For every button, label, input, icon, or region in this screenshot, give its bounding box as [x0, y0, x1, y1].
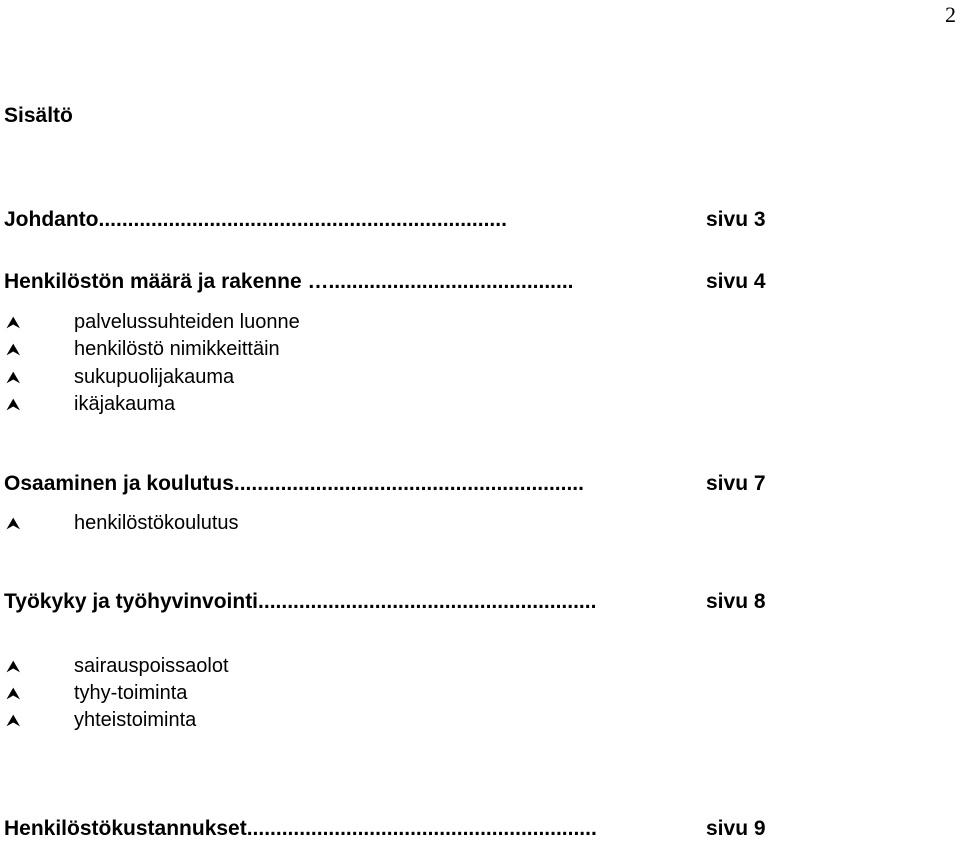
arrowhead-up-icon: ⮝ — [6, 684, 21, 703]
toc-subitem: sukupuolijakauma — [74, 366, 235, 388]
toc-heading-johdanto: Johdanto...................................................................... — [4, 208, 507, 231]
arrowhead-up-icon: ⮝ — [6, 657, 21, 676]
page-title: Sisältö — [4, 104, 73, 127]
arrowhead-up-icon: ⮝ — [6, 514, 21, 533]
toc-heading-henkiloston-maara: Henkilöstön määrä ja rakenne ….......................................... — [4, 270, 574, 293]
toc-subitem: tyhy-toiminta — [74, 682, 188, 704]
toc-subitem: yhteistoiminta — [74, 709, 197, 731]
toc-page-ref: sivu 9 — [706, 817, 766, 840]
toc-subitem: sairauspoissaolot — [74, 655, 229, 677]
toc-subitem: henkilöstö nimikkeittäin — [74, 338, 280, 360]
toc-page-ref: sivu 7 — [706, 472, 766, 495]
toc-subitem: henkilöstökoulutus — [74, 512, 239, 534]
toc-subitem: ikäjakauma — [74, 393, 176, 415]
toc-page-ref: sivu 3 — [706, 208, 766, 231]
toc-heading-osaaminen: Osaaminen ja koulutus............................................................ — [4, 472, 584, 495]
arrowhead-up-icon: ⮝ — [6, 340, 21, 359]
arrowhead-up-icon: ⮝ — [6, 313, 21, 332]
arrowhead-up-icon: ⮝ — [6, 711, 21, 730]
toc-heading-tyokyky: Työkyky ja työhyvinvointi.......................................................... — [4, 590, 597, 613]
arrowhead-up-icon: ⮝ — [6, 368, 21, 387]
page-number: 2 — [945, 2, 956, 27]
arrowhead-up-icon: ⮝ — [6, 395, 21, 414]
toc-page-ref: sivu 4 — [706, 270, 766, 293]
toc-page-ref: sivu 8 — [706, 590, 766, 613]
toc-heading-kustannukset: Henkilöstökustannukset............................................................ — [4, 817, 597, 840]
toc-subitem: palvelussuhteiden luonne — [74, 311, 300, 333]
